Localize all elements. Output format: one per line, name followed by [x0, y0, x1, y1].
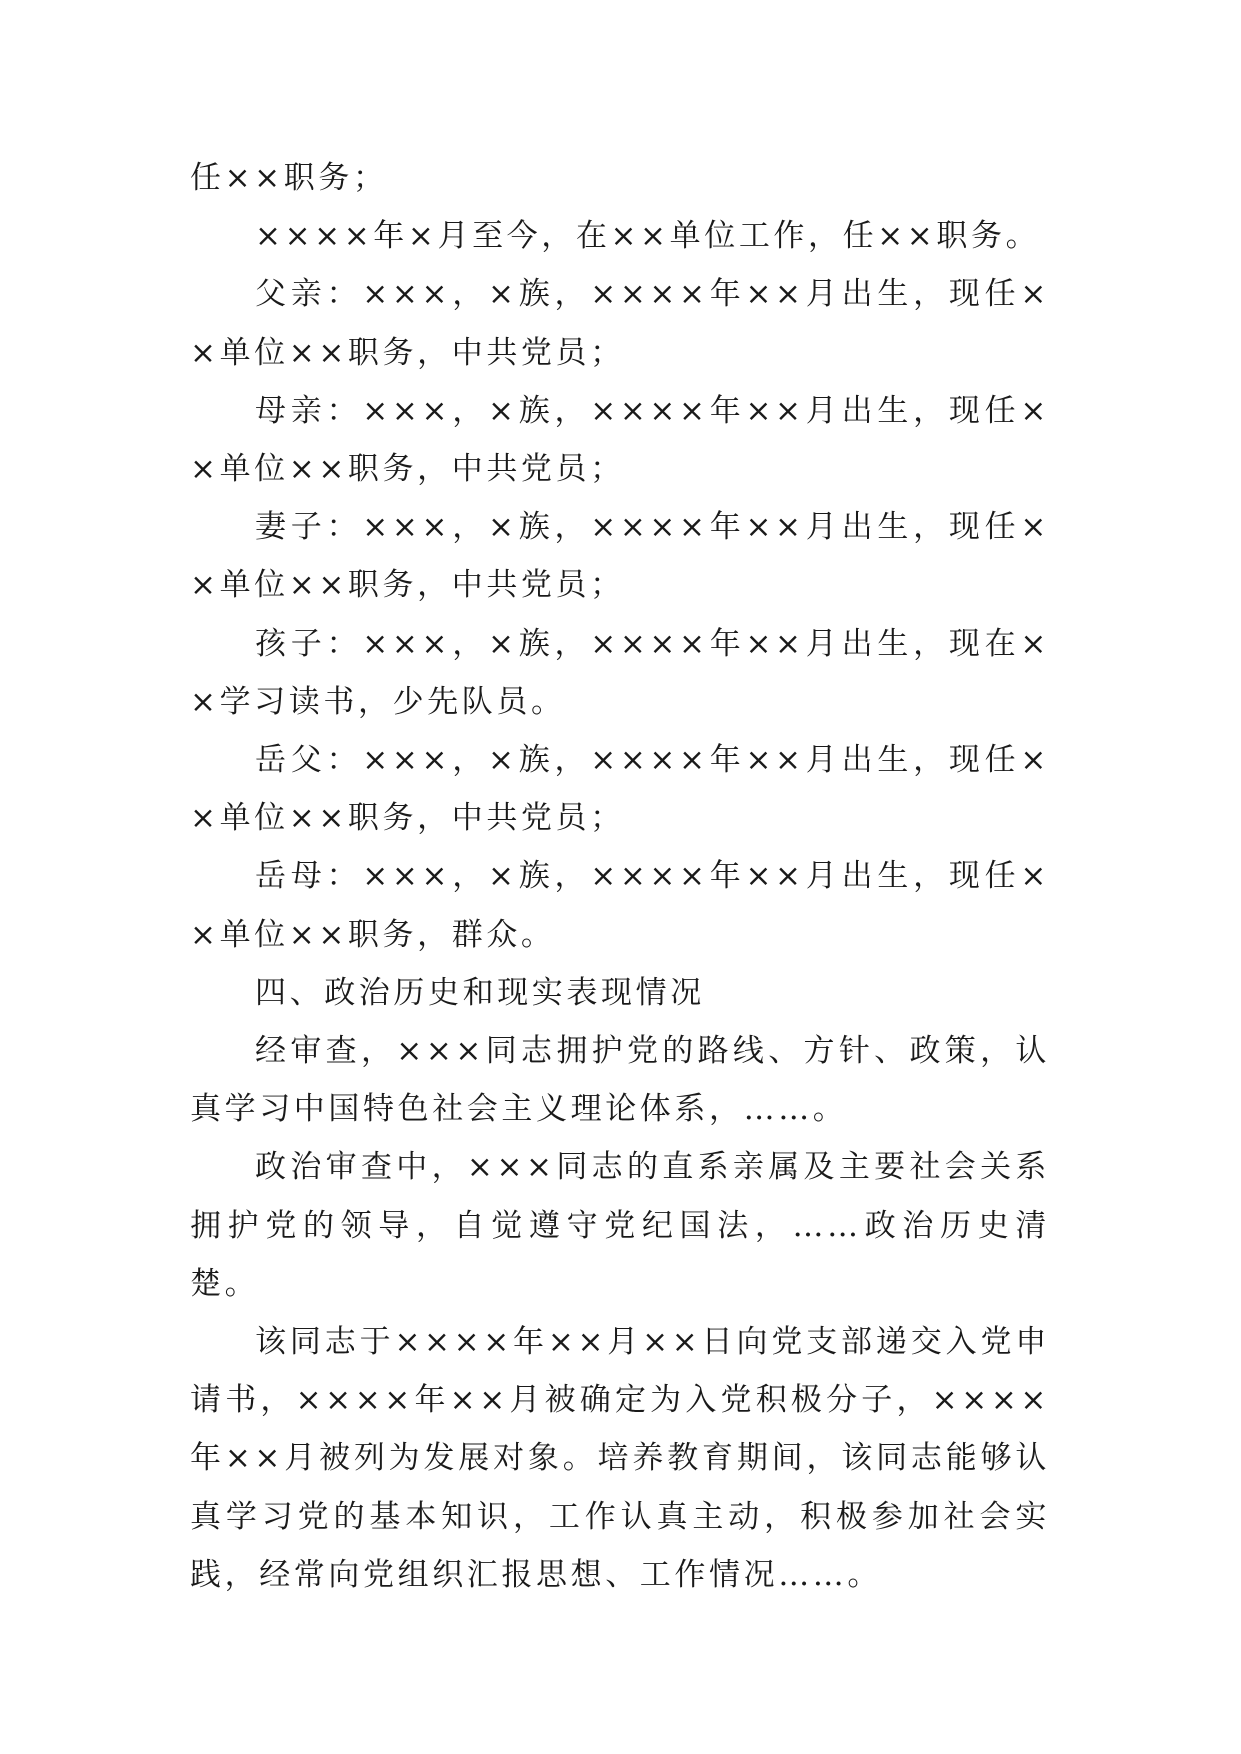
paragraph-wife: 妻子：×××，×族，××××年××月出生，现任××单位××职务，中共党员； [190, 509, 1050, 604]
paragraph-mother: 母亲：×××，×族，××××年××月出生，现任××单位××职务，中共党员； [190, 392, 1050, 488]
document-body [190, 149, 1050, 1604]
paragraph-position-continuation: 任××职务； [190, 160, 388, 196]
paragraph-mother-in-law: 岳母：×××，×族，××××年××月出生，现任××单位××职务，群众。 [190, 858, 1050, 953]
paragraph-child: 孩子：×××，×族，××××年××月出生，现在××学习读书，少先队员。 [190, 625, 1050, 720]
paragraph-review-result: 经审查，×××同志拥护党的路线、方针、政策，认真学习中国特色社会主义理论体系，……。 [190, 1033, 1050, 1128]
paragraph-party-application: 该同志于××××年××月××日向党支部递交入党申请书，××××年××月被确定为入党积极分子，××××年××月被列为发展对象。培养教育期间，该同志能够认真学习党的基本知识，工作认真主动，积极参加社会实践，经常向党组织汇报思想、工作情况……。 [190, 1324, 1050, 1593]
paragraph-father: 父亲：×××，×族，××××年××月出生，现任××单位××职务，中共党员； [190, 276, 1050, 371]
paragraph-current-position: ××××年×月至今，在××单位工作，任××职务。 [255, 218, 1041, 255]
paragraph-political-review: 政治审查中，×××同志的直系亲属及主要社会关系拥护党的领导，自觉遵守党纪国法，……政治历史清楚。 [190, 1149, 1050, 1302]
section-heading-political-history: 四、政治历史和现实表现情况 [255, 974, 705, 1011]
paragraph-father-in-law: 岳父：×××，×族，××××年××月出生，现任××单位××职务，中共党员； [190, 742, 1050, 837]
